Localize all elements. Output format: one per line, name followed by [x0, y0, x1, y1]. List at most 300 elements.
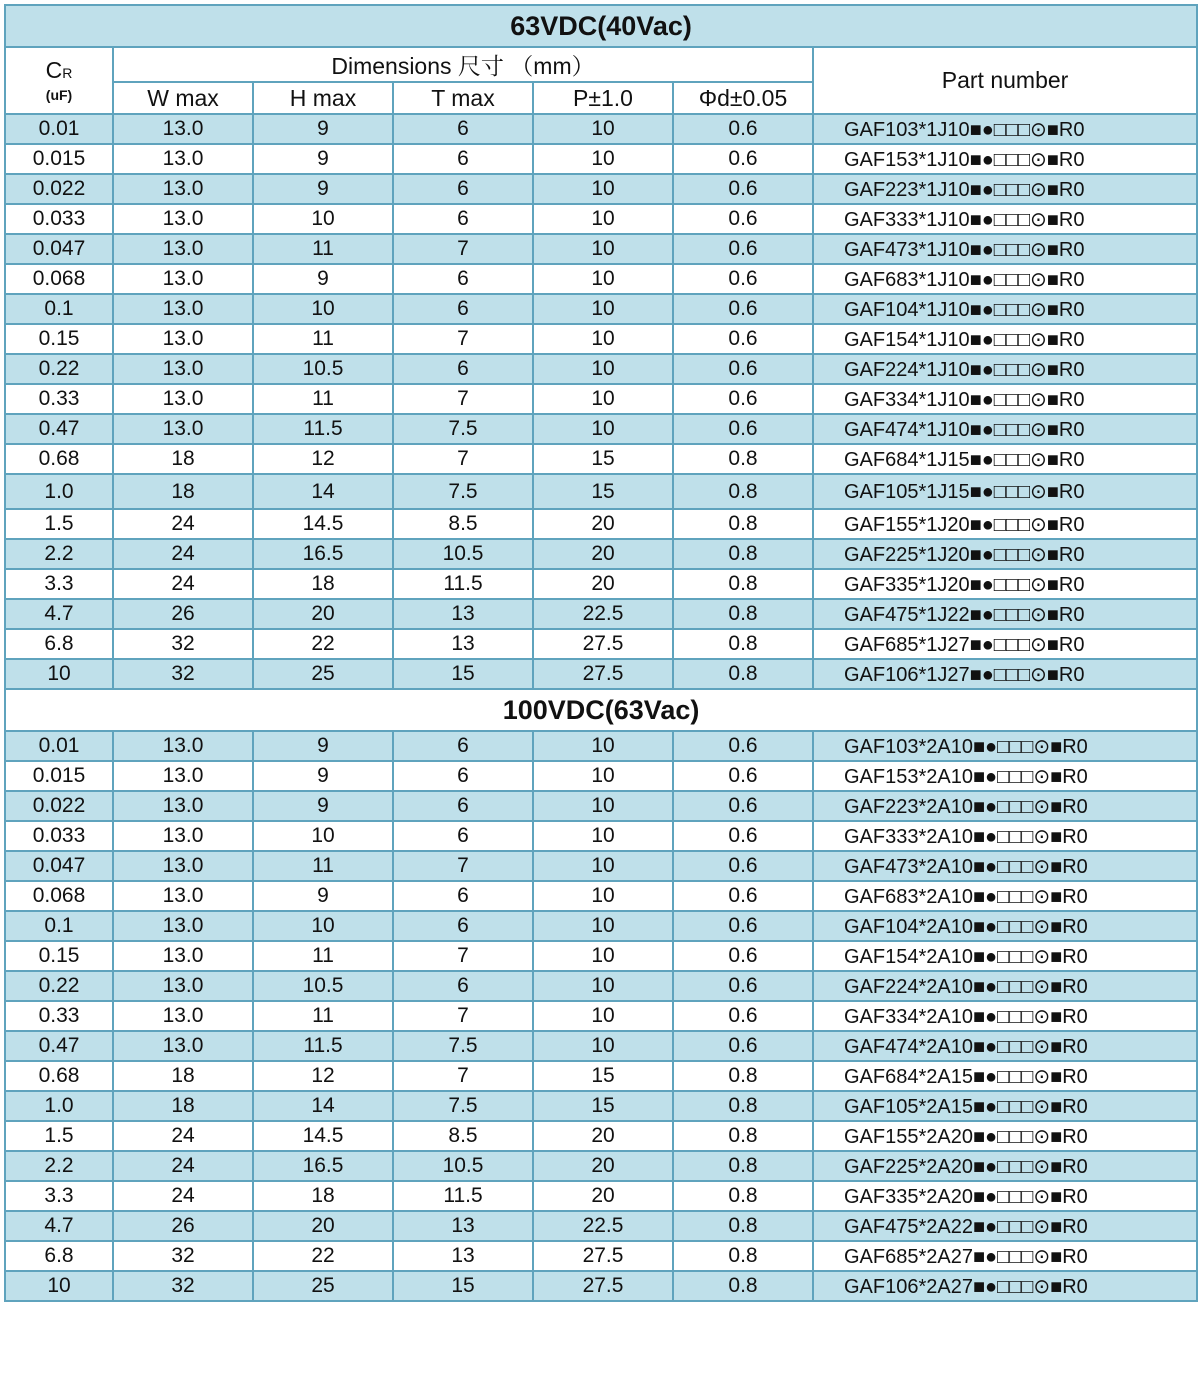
pitch-cell: 20 — [533, 1121, 673, 1151]
lead-diameter-cell: 0.6 — [673, 354, 813, 384]
lead-diameter-cell: 0.8 — [673, 659, 813, 689]
t-max-cell: 13 — [393, 1241, 533, 1271]
t-max-cell: 6 — [393, 264, 533, 294]
part-number-cell: GAF473*1J10■●□□□⊙■R0 — [813, 234, 1197, 264]
w-max-cell: 18 — [113, 444, 253, 474]
t-max-cell: 7.5 — [393, 1031, 533, 1061]
cr-unit: (uF) — [45, 87, 73, 103]
part-number-cell: GAF474*2A10■●□□□⊙■R0 — [813, 1031, 1197, 1061]
part-number-cell: GAF106*1J27■●□□□⊙■R0 — [813, 659, 1197, 689]
w-max-cell: 32 — [113, 629, 253, 659]
t-max-cell: 6 — [393, 761, 533, 791]
part-number-cell: GAF334*2A10■●□□□⊙■R0 — [813, 1001, 1197, 1031]
part-number-cell: GAF333*2A10■●□□□⊙■R0 — [813, 821, 1197, 851]
part-number-cell: GAF683*1J10■●□□□⊙■R0 — [813, 264, 1197, 294]
h-max-cell: 11 — [253, 324, 393, 354]
lead-diameter-cell: 0.6 — [673, 114, 813, 144]
t-max-cell: 10.5 — [393, 1151, 533, 1181]
header-row-1 — [5, 47, 1197, 82]
t-max-cell: 6 — [393, 821, 533, 851]
t-max-cell: 7 — [393, 851, 533, 881]
table-row — [5, 1061, 1197, 1091]
table-row — [5, 1031, 1197, 1061]
table-row — [5, 1241, 1197, 1271]
part-number-cell: GAF474*1J10■●□□□⊙■R0 — [813, 414, 1197, 444]
t-max-cell: 6 — [393, 971, 533, 1001]
h-max-cell: 18 — [253, 1181, 393, 1211]
pitch-cell: 10 — [533, 204, 673, 234]
h-max-cell: 11 — [253, 1001, 393, 1031]
table-row — [5, 1211, 1197, 1241]
capacitance-cell: 0.1 — [5, 294, 113, 324]
w-max-cell: 24 — [113, 509, 253, 539]
h-max-cell: 10.5 — [253, 971, 393, 1001]
table-row — [5, 354, 1197, 384]
section-title: 63VDC(40Vac) — [5, 5, 1197, 47]
lead-diameter-cell: 0.6 — [673, 384, 813, 414]
part-number-cell: GAF104*1J10■●□□□⊙■R0 — [813, 294, 1197, 324]
h-max-cell: 25 — [253, 659, 393, 689]
h-max-cell: 10 — [253, 821, 393, 851]
pitch-cell: 10 — [533, 144, 673, 174]
pitch-cell: 10 — [533, 971, 673, 1001]
lead-diameter-cell: 0.6 — [673, 851, 813, 881]
pitch-cell: 10 — [533, 114, 673, 144]
w-max-cell: 24 — [113, 1121, 253, 1151]
h-max-cell: 11.5 — [253, 414, 393, 444]
w-max-cell: 13.0 — [113, 324, 253, 354]
table-row — [5, 234, 1197, 264]
capacitance-cell: 3.3 — [5, 1181, 113, 1211]
table-row — [5, 294, 1197, 324]
t-max-cell: 6 — [393, 881, 533, 911]
table-row — [5, 851, 1197, 881]
part-number-cell: GAF684*2A15■●□□□⊙■R0 — [813, 1061, 1197, 1091]
capacitance-cell: 0.33 — [5, 384, 113, 414]
pitch-cell: 10 — [533, 881, 673, 911]
h-max-cell: 20 — [253, 1211, 393, 1241]
lead-diameter-cell: 0.6 — [673, 731, 813, 761]
part-number-cell: GAF105*2A15■●□□□⊙■R0 — [813, 1091, 1197, 1121]
t-max-cell: 6 — [393, 174, 533, 204]
w-max-cell: 18 — [113, 474, 253, 509]
w-max-cell: 13.0 — [113, 414, 253, 444]
table-row — [5, 174, 1197, 204]
capacitance-cell: 6.8 — [5, 1241, 113, 1271]
h-max-cell: 14.5 — [253, 509, 393, 539]
pitch-cell: 15 — [533, 1091, 673, 1121]
capacitance-cell: 0.047 — [5, 851, 113, 881]
part-number-cell: GAF473*2A10■●□□□⊙■R0 — [813, 851, 1197, 881]
part-number-cell: GAF334*1J10■●□□□⊙■R0 — [813, 384, 1197, 414]
lead-diameter-cell: 0.8 — [673, 444, 813, 474]
capacitance-cell: 10 — [5, 659, 113, 689]
cr-header — [5, 47, 113, 114]
capacitance-cell: 0.22 — [5, 971, 113, 1001]
h-max-cell: 14 — [253, 1091, 393, 1121]
table-row — [5, 881, 1197, 911]
table-row — [5, 629, 1197, 659]
part-number-cell: GAF335*2A20■●□□□⊙■R0 — [813, 1181, 1197, 1211]
t-max-cell: 7 — [393, 1001, 533, 1031]
t-max-cell: 6 — [393, 204, 533, 234]
t-max-cell: 8.5 — [393, 509, 533, 539]
lead-diameter-cell: 0.8 — [673, 1241, 813, 1271]
pitch-cell: 10 — [533, 851, 673, 881]
h-max-cell: 9 — [253, 144, 393, 174]
part-number-cell: GAF224*2A10■●□□□⊙■R0 — [813, 971, 1197, 1001]
pitch-cell: 22.5 — [533, 599, 673, 629]
part-number-cell: GAF475*1J22■●□□□⊙■R0 — [813, 599, 1197, 629]
capacitance-cell: 0.1 — [5, 911, 113, 941]
table-row — [5, 1151, 1197, 1181]
lead-diameter-cell: 0.8 — [673, 569, 813, 599]
w-max-cell: 13.0 — [113, 791, 253, 821]
lead-diameter-cell: 0.8 — [673, 1121, 813, 1151]
part-number-cell: GAF475*2A22■●□□□⊙■R0 — [813, 1211, 1197, 1241]
table-row — [5, 569, 1197, 599]
pitch-cell: 20 — [533, 1151, 673, 1181]
h-max-cell: 11 — [253, 941, 393, 971]
pitch-cell: 10 — [533, 174, 673, 204]
w-max-cell: 13.0 — [113, 821, 253, 851]
capacitance-cell: 0.068 — [5, 881, 113, 911]
pitch-cell: 15 — [533, 444, 673, 474]
table-row — [5, 444, 1197, 474]
part-number-cell: GAF224*1J10■●□□□⊙■R0 — [813, 354, 1197, 384]
lead-diameter-cell: 0.6 — [673, 204, 813, 234]
w-max-cell: 13.0 — [113, 731, 253, 761]
w-max-cell: 13.0 — [113, 1031, 253, 1061]
lead-diameter-cell: 0.8 — [673, 509, 813, 539]
table-row — [5, 414, 1197, 444]
t-max-cell: 13 — [393, 629, 533, 659]
table-row — [5, 264, 1197, 294]
table-row — [5, 599, 1197, 629]
pitch-cell: 10 — [533, 731, 673, 761]
part-number-cell: GAF225*2A20■●□□□⊙■R0 — [813, 1151, 1197, 1181]
t-max-cell: 11.5 — [393, 569, 533, 599]
lead-diameter-cell: 0.8 — [673, 1091, 813, 1121]
capacitance-cell: 0.022 — [5, 174, 113, 204]
lead-diameter-cell: 0.6 — [673, 881, 813, 911]
lead-diameter-cell: 0.8 — [673, 539, 813, 569]
capacitance-cell: 0.01 — [5, 114, 113, 144]
lead-diameter-cell: 0.6 — [673, 1001, 813, 1031]
pitch-cell: 10 — [533, 1001, 673, 1031]
h-max-cell: 20 — [253, 599, 393, 629]
capacitance-cell: 2.2 — [5, 539, 113, 569]
pitch-cell: 10 — [533, 761, 673, 791]
pitch-cell: 10 — [533, 911, 673, 941]
capacitance-cell: 0.015 — [5, 144, 113, 174]
table-row — [5, 941, 1197, 971]
table-row — [5, 204, 1197, 234]
w-max-cell: 18 — [113, 1061, 253, 1091]
pitch-cell: 27.5 — [533, 629, 673, 659]
lead-diameter-cell: 0.6 — [673, 264, 813, 294]
t-max-cell: 7 — [393, 1061, 533, 1091]
capacitance-cell: 10 — [5, 1271, 113, 1301]
part-number-cell: GAF683*2A10■●□□□⊙■R0 — [813, 881, 1197, 911]
cr-symbol: CR — [45, 57, 73, 83]
part-number-cell: GAF223*2A10■●□□□⊙■R0 — [813, 791, 1197, 821]
pitch-cell: 10 — [533, 791, 673, 821]
h-max-cell: 9 — [253, 791, 393, 821]
capacitance-cell: 0.01 — [5, 731, 113, 761]
section-title-row — [5, 689, 1197, 731]
t-max-cell: 7.5 — [393, 474, 533, 509]
w-max-cell: 13.0 — [113, 881, 253, 911]
part-number-cell: GAF104*2A10■●□□□⊙■R0 — [813, 911, 1197, 941]
w-max-cell: 13.0 — [113, 911, 253, 941]
t-max-cell: 6 — [393, 144, 533, 174]
table-row — [5, 911, 1197, 941]
h-max-cell: 10.5 — [253, 354, 393, 384]
w-max-cell: 13.0 — [113, 174, 253, 204]
capacitance-cell: 4.7 — [5, 1211, 113, 1241]
table-row — [5, 971, 1197, 1001]
h-max-cell: 9 — [253, 264, 393, 294]
capacitance-cell: 1.5 — [5, 1121, 113, 1151]
t-max-cell: 8.5 — [393, 1121, 533, 1151]
w-max-cell: 18 — [113, 1091, 253, 1121]
w-max-cell: 13.0 — [113, 384, 253, 414]
w-max-cell: 13.0 — [113, 114, 253, 144]
part-number-cell: GAF684*1J15■●□□□⊙■R0 — [813, 444, 1197, 474]
h-max-cell: 11 — [253, 851, 393, 881]
w-max-cell: 13.0 — [113, 761, 253, 791]
lead-diameter-cell: 0.6 — [673, 821, 813, 851]
pitch-cell: 10 — [533, 821, 673, 851]
part-number-cell: GAF103*2A10■●□□□⊙■R0 — [813, 731, 1197, 761]
w-max-cell: 13.0 — [113, 354, 253, 384]
part-number-cell: GAF223*1J10■●□□□⊙■R0 — [813, 174, 1197, 204]
t-max-cell: 6 — [393, 354, 533, 384]
w-max-cell: 24 — [113, 539, 253, 569]
t-max-cell: 6 — [393, 911, 533, 941]
t-max-header: T max — [393, 82, 533, 114]
h-max-cell: 25 — [253, 1271, 393, 1301]
pitch-cell: 10 — [533, 1031, 673, 1061]
h-max-cell: 18 — [253, 569, 393, 599]
lead-diameter-cell: 0.6 — [673, 1031, 813, 1061]
w-max-cell: 13.0 — [113, 941, 253, 971]
h-max-cell: 9 — [253, 731, 393, 761]
pitch-cell: 10 — [533, 324, 673, 354]
w-max-cell: 32 — [113, 1241, 253, 1271]
part-number-cell: GAF106*2A27■●□□□⊙■R0 — [813, 1271, 1197, 1301]
capacitance-cell: 0.22 — [5, 354, 113, 384]
h-max-cell: 14 — [253, 474, 393, 509]
table-row — [5, 821, 1197, 851]
w-max-cell: 13.0 — [113, 851, 253, 881]
part-number-cell: GAF685*1J27■●□□□⊙■R0 — [813, 629, 1197, 659]
pitch-cell: 27.5 — [533, 1241, 673, 1271]
t-max-cell: 6 — [393, 791, 533, 821]
lead-diameter-cell: 0.8 — [673, 599, 813, 629]
capacitance-cell: 0.068 — [5, 264, 113, 294]
lead-diameter-cell: 0.8 — [673, 1181, 813, 1211]
capacitance-cell: 0.022 — [5, 791, 113, 821]
part-number-cell: GAF225*1J20■●□□□⊙■R0 — [813, 539, 1197, 569]
w-max-cell: 26 — [113, 1211, 253, 1241]
h-max-cell: 22 — [253, 1241, 393, 1271]
capacitance-cell: 0.47 — [5, 1031, 113, 1061]
lead-diameter-cell: 0.8 — [673, 1151, 813, 1181]
t-max-cell: 7 — [393, 941, 533, 971]
table-row — [5, 791, 1197, 821]
w-max-cell: 13.0 — [113, 264, 253, 294]
capacitance-cell: 0.33 — [5, 1001, 113, 1031]
section-title: 100VDC(63Vac) — [5, 689, 1197, 731]
w-max-cell: 13.0 — [113, 971, 253, 1001]
w-max-cell: 13.0 — [113, 294, 253, 324]
h-max-cell: 10 — [253, 204, 393, 234]
part-number-cell: GAF155*2A20■●□□□⊙■R0 — [813, 1121, 1197, 1151]
w-max-cell: 13.0 — [113, 1001, 253, 1031]
capacitance-cell: 1.0 — [5, 474, 113, 509]
w-max-cell: 13.0 — [113, 144, 253, 174]
h-max-cell: 9 — [253, 881, 393, 911]
spec-sheet — [4, 4, 1196, 1302]
t-max-cell: 11.5 — [393, 1181, 533, 1211]
w-max-cell: 24 — [113, 569, 253, 599]
capacitance-cell: 1.5 — [5, 509, 113, 539]
pitch-cell: 10 — [533, 354, 673, 384]
table-row — [5, 1271, 1197, 1301]
table-row — [5, 539, 1197, 569]
h-max-cell: 11.5 — [253, 1031, 393, 1061]
lead-diameter-cell: 0.8 — [673, 1271, 813, 1301]
h-max-header: H max — [253, 82, 393, 114]
pitch-cell: 10 — [533, 294, 673, 324]
h-max-cell: 22 — [253, 629, 393, 659]
h-max-cell: 10 — [253, 911, 393, 941]
t-max-cell: 6 — [393, 114, 533, 144]
pitch-cell: 15 — [533, 474, 673, 509]
w-max-cell: 26 — [113, 599, 253, 629]
h-max-cell: 9 — [253, 174, 393, 204]
h-max-cell: 14.5 — [253, 1121, 393, 1151]
pitch-cell: 10 — [533, 414, 673, 444]
t-max-cell: 7.5 — [393, 414, 533, 444]
part-number-cell: GAF103*1J10■●□□□⊙■R0 — [813, 114, 1197, 144]
pitch-cell: 27.5 — [533, 1271, 673, 1301]
table-row — [5, 474, 1197, 509]
dimensions-header: Dimensions 尺寸 （mm） — [113, 47, 813, 82]
t-max-cell: 6 — [393, 294, 533, 324]
capacitance-cell: 4.7 — [5, 599, 113, 629]
h-max-cell: 12 — [253, 1061, 393, 1091]
lead-diameter-cell: 0.6 — [673, 941, 813, 971]
part-number-header: Part number — [813, 47, 1197, 114]
capacitance-cell: 0.047 — [5, 234, 113, 264]
capacitance-cell: 0.015 — [5, 761, 113, 791]
pitch-header: P±1.0 — [533, 82, 673, 114]
pitch-cell: 22.5 — [533, 1211, 673, 1241]
pitch-cell: 10 — [533, 234, 673, 264]
lead-diameter-cell: 0.6 — [673, 294, 813, 324]
table-row — [5, 659, 1197, 689]
lead-diameter-cell: 0.6 — [673, 971, 813, 1001]
lead-diameter-cell: 0.6 — [673, 911, 813, 941]
table-row — [5, 114, 1197, 144]
lead-diameter-cell: 0.8 — [673, 474, 813, 509]
lead-diameter-cell: 0.6 — [673, 414, 813, 444]
part-number-cell: GAF155*1J20■●□□□⊙■R0 — [813, 509, 1197, 539]
pitch-cell: 10 — [533, 941, 673, 971]
t-max-cell: 13 — [393, 599, 533, 629]
h-max-cell: 10 — [253, 294, 393, 324]
capacitance-cell: 0.15 — [5, 941, 113, 971]
pitch-cell: 20 — [533, 1181, 673, 1211]
t-max-cell: 7 — [393, 444, 533, 474]
pitch-cell: 20 — [533, 569, 673, 599]
h-max-cell: 11 — [253, 234, 393, 264]
capacitor-spec-table — [4, 4, 1198, 1302]
lead-diameter-cell: 0.6 — [673, 791, 813, 821]
t-max-cell: 6 — [393, 731, 533, 761]
w-max-header: W max — [113, 82, 253, 114]
t-max-cell: 7.5 — [393, 1091, 533, 1121]
lead-diameter-cell: 0.8 — [673, 1211, 813, 1241]
t-max-cell: 15 — [393, 1271, 533, 1301]
capacitance-cell: 0.033 — [5, 821, 113, 851]
table-row — [5, 324, 1197, 354]
capacitance-cell: 0.47 — [5, 414, 113, 444]
t-max-cell: 10.5 — [393, 539, 533, 569]
part-number-cell: GAF154*2A10■●□□□⊙■R0 — [813, 941, 1197, 971]
part-number-cell: GAF335*1J20■●□□□⊙■R0 — [813, 569, 1197, 599]
t-max-cell: 13 — [393, 1211, 533, 1241]
lead-diameter-cell: 0.8 — [673, 1061, 813, 1091]
part-number-cell: GAF685*2A27■●□□□⊙■R0 — [813, 1241, 1197, 1271]
capacitance-cell: 0.033 — [5, 204, 113, 234]
table-row — [5, 1001, 1197, 1031]
table-row — [5, 1181, 1197, 1211]
table-row — [5, 731, 1197, 761]
table-row — [5, 384, 1197, 414]
t-max-cell: 15 — [393, 659, 533, 689]
table-row — [5, 761, 1197, 791]
capacitance-cell: 3.3 — [5, 569, 113, 599]
table-row — [5, 1121, 1197, 1151]
h-max-cell: 12 — [253, 444, 393, 474]
capacitance-cell: 6.8 — [5, 629, 113, 659]
t-max-cell: 7 — [393, 324, 533, 354]
w-max-cell: 24 — [113, 1151, 253, 1181]
lead-diameter-cell: 0.8 — [673, 629, 813, 659]
lead-diameter-header: Φd±0.05 — [673, 82, 813, 114]
part-number-cell: GAF105*1J15■●□□□⊙■R0 — [813, 474, 1197, 509]
h-max-cell: 16.5 — [253, 1151, 393, 1181]
part-number-cell: GAF333*1J10■●□□□⊙■R0 — [813, 204, 1197, 234]
pitch-cell: 27.5 — [533, 659, 673, 689]
table-row — [5, 1091, 1197, 1121]
pitch-cell: 10 — [533, 264, 673, 294]
t-max-cell: 7 — [393, 384, 533, 414]
w-max-cell: 24 — [113, 1181, 253, 1211]
h-max-cell: 9 — [253, 114, 393, 144]
w-max-cell: 13.0 — [113, 234, 253, 264]
lead-diameter-cell: 0.6 — [673, 174, 813, 204]
h-max-cell: 11 — [253, 384, 393, 414]
capacitance-cell: 0.68 — [5, 1061, 113, 1091]
t-max-cell: 7 — [393, 234, 533, 264]
part-number-cell: GAF153*2A10■●□□□⊙■R0 — [813, 761, 1197, 791]
w-max-cell: 32 — [113, 1271, 253, 1301]
